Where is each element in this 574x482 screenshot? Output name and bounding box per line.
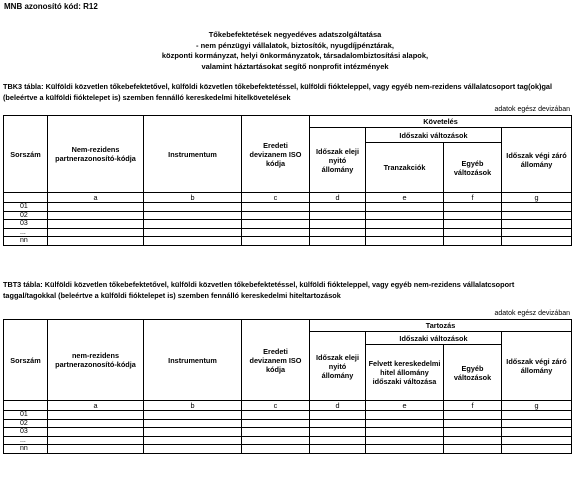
tbk3-letter-b: b xyxy=(144,193,242,203)
tbk3-letter-blank xyxy=(4,193,48,203)
data-cell[interactable] xyxy=(242,445,310,454)
data-cell[interactable] xyxy=(502,419,572,428)
table-row xyxy=(4,228,572,237)
tbk3-col-instrumentum: Instrumentum xyxy=(144,116,242,193)
table-row xyxy=(4,211,572,220)
data-cell[interactable] xyxy=(48,445,144,454)
tbt3-col-egyeb: Egyéb változások xyxy=(444,345,502,401)
tbk3-letter-a: a xyxy=(48,193,144,203)
row-number: 02 xyxy=(4,211,48,220)
data-cell[interactable] xyxy=(366,220,444,229)
data-cell[interactable] xyxy=(310,445,366,454)
data-cell[interactable] xyxy=(242,220,310,229)
data-cell[interactable] xyxy=(444,237,502,246)
data-cell[interactable] xyxy=(310,419,366,428)
data-cell[interactable] xyxy=(144,411,242,420)
tbt3-col-sorszam: Sorszám xyxy=(4,320,48,401)
title-line-1: Tőkebefektetések negyedéves adatszolgáltatása xyxy=(208,30,382,39)
tbt3-letter-c: c xyxy=(242,401,310,411)
table-row xyxy=(4,445,572,454)
tbt3-col-zaro: Időszak végi záró állomány xyxy=(502,332,572,401)
data-cell[interactable] xyxy=(366,428,444,437)
data-cell[interactable] xyxy=(144,237,242,246)
tbk3-table xyxy=(3,115,572,246)
tbk3-letter-f: f xyxy=(444,193,502,203)
tbt3-table xyxy=(3,319,572,454)
tbt3-title: TBT3 tábla: Külföldi közvetlen tőkebefektetővel, külföldi közvetlen tőkebefektetéssel, külföldi fiókteleppel, vagy egyéb nem-rezidens vállalatcsoport taggal/tagokkal (beleértve a külföldi fióktelepet is) szemben fennálló kereskedelmi hiteltartozások xyxy=(3,280,515,300)
table-row xyxy=(4,428,572,437)
tbk3-col-nyito: Időszak eleji nyitó állomány xyxy=(310,128,366,193)
tbk3-unit: adatok egész devizában xyxy=(494,106,570,113)
data-cell[interactable] xyxy=(366,237,444,246)
data-cell[interactable] xyxy=(144,436,242,445)
table-row xyxy=(4,203,572,212)
tbt3-col-nyito: Időszak eleji nyitó állomány xyxy=(310,332,366,401)
tbk3-letter-c: c xyxy=(242,193,310,203)
tbk3-letter-g: g xyxy=(502,193,572,203)
tbk3-col-sorszam: Sorszám xyxy=(4,116,48,193)
tbt3-col-felvett: Felvett kereskedelmi hitel állomány időszaki változása xyxy=(366,345,444,401)
report-title xyxy=(100,30,490,72)
data-cell[interactable] xyxy=(444,211,502,220)
table-row xyxy=(4,411,572,420)
title-line-4: valamint háztartásokat segítő nonprofit intézmények xyxy=(201,61,389,71)
tbk3-sub-header: Időszaki változások xyxy=(366,128,502,143)
tbt3-unit: adatok egész devizában xyxy=(494,310,570,317)
data-cell[interactable] xyxy=(48,220,144,229)
tbk3-letter-e: e xyxy=(366,193,444,203)
data-cell[interactable] xyxy=(144,203,242,212)
row-number: ... xyxy=(4,436,48,445)
title-line-3: központi kormányzat, helyi önkormányzatok, társadalombiztosítási alapok, xyxy=(161,51,429,60)
data-cell[interactable] xyxy=(242,237,310,246)
tbt3-col-deviza: Eredeti devizanem ISO kódja xyxy=(242,320,310,401)
row-number: nn xyxy=(4,445,48,454)
data-cell[interactable] xyxy=(366,228,444,237)
data-cell[interactable] xyxy=(144,445,242,454)
data-cell[interactable] xyxy=(310,428,366,437)
data-cell[interactable] xyxy=(444,428,502,437)
data-cell[interactable] xyxy=(310,436,366,445)
tbk3-col-zaro: Időszak végi záró állomány xyxy=(502,128,572,193)
title-line-2: - nem pénzügyi vállalatok, biztosítók, nyugdíjpénztárak, xyxy=(196,40,394,50)
data-cell[interactable] xyxy=(502,228,572,237)
data-cell[interactable] xyxy=(48,428,144,437)
table-row xyxy=(4,436,572,445)
data-cell[interactable] xyxy=(310,228,366,237)
data-cell[interactable] xyxy=(310,237,366,246)
tbt3-letter-g: g xyxy=(502,401,572,411)
data-cell[interactable] xyxy=(444,436,502,445)
row-number: 03 xyxy=(4,220,48,229)
data-cell[interactable] xyxy=(144,428,242,437)
data-cell[interactable] xyxy=(144,220,242,229)
table-row xyxy=(4,220,572,229)
data-cell[interactable] xyxy=(502,436,572,445)
tbk3-col-deviza: Eredeti devizanem ISO kódja xyxy=(242,116,310,193)
data-cell[interactable] xyxy=(48,419,144,428)
data-cell[interactable] xyxy=(48,237,144,246)
tbt3-letter-e: e xyxy=(366,401,444,411)
data-cell[interactable] xyxy=(310,211,366,220)
tbt3-letter-b: b xyxy=(144,401,242,411)
data-cell[interactable] xyxy=(502,445,572,454)
data-cell[interactable] xyxy=(310,220,366,229)
data-cell[interactable] xyxy=(144,211,242,220)
tbk3-group-header: Követelés xyxy=(310,116,572,128)
row-number: ... xyxy=(4,228,48,237)
tbk3-col-egyeb: Egyéb változások xyxy=(444,143,502,193)
data-cell[interactable] xyxy=(144,419,242,428)
data-cell[interactable] xyxy=(444,419,502,428)
data-cell[interactable] xyxy=(242,228,310,237)
tbk3-letter-d: d xyxy=(310,193,366,203)
data-cell[interactable] xyxy=(242,211,310,220)
tbt3-letter-blank xyxy=(4,401,48,411)
tbt3-group-header: Tartozás xyxy=(310,320,572,332)
mnb-code: MNB azonosító kód: R12 xyxy=(4,2,98,11)
data-cell[interactable] xyxy=(242,428,310,437)
data-cell[interactable] xyxy=(366,211,444,220)
data-cell[interactable] xyxy=(48,228,144,237)
data-cell[interactable] xyxy=(242,436,310,445)
tbt3-sub-header: Időszaki változások xyxy=(366,332,502,345)
data-cell[interactable] xyxy=(48,211,144,220)
data-cell[interactable] xyxy=(366,419,444,428)
data-cell[interactable] xyxy=(48,203,144,212)
data-cell[interactable] xyxy=(48,411,144,420)
tbt3-col-partner: nem-rezidens partnerazonosító-kódja xyxy=(48,320,144,401)
row-number: 01 xyxy=(4,203,48,212)
data-cell[interactable] xyxy=(366,445,444,454)
tbt3-letter-a: a xyxy=(48,401,144,411)
data-cell[interactable] xyxy=(444,203,502,212)
data-cell[interactable] xyxy=(444,411,502,420)
tbk3-title: TBK3 tábla: Külföldi közvetlen tőkebefektetővel, külföldi közvetlen tőkebefektetéssel, külföldi fiókteleppel, vagy egyéb nem-rezidens vállalatcsoport tag(ok)gal (beleértve a külföldi fióktelepet is) szemben fennálló kereskedelmi hitelkövetelések xyxy=(3,82,553,102)
data-cell[interactable] xyxy=(366,411,444,420)
tbk3-col-tranzakciok: Tranzakciók xyxy=(366,143,444,193)
data-cell[interactable] xyxy=(444,228,502,237)
data-cell[interactable] xyxy=(242,203,310,212)
tbt3-col-instrumentum: Instrumentum xyxy=(144,320,242,401)
row-number: 01 xyxy=(4,411,48,420)
table-row xyxy=(4,419,572,428)
data-cell[interactable] xyxy=(444,445,502,454)
data-cell[interactable] xyxy=(502,237,572,246)
tbt3-letter-f: f xyxy=(444,401,502,411)
data-cell[interactable] xyxy=(242,411,310,420)
data-cell[interactable] xyxy=(444,220,502,229)
tbt3-letter-d: d xyxy=(310,401,366,411)
data-cell[interactable] xyxy=(310,203,366,212)
data-cell[interactable] xyxy=(366,436,444,445)
data-cell[interactable] xyxy=(144,228,242,237)
data-cell[interactable] xyxy=(502,428,572,437)
row-number: 03 xyxy=(4,428,48,437)
data-cell[interactable] xyxy=(502,211,572,220)
row-number: nn xyxy=(4,237,48,246)
data-cell[interactable] xyxy=(242,419,310,428)
table-row xyxy=(4,237,572,246)
data-cell[interactable] xyxy=(366,203,444,212)
data-cell[interactable] xyxy=(502,411,572,420)
data-cell[interactable] xyxy=(502,220,572,229)
tbk3-col-partner: Nem-rezidens partnerazonosító-kódja xyxy=(48,116,144,193)
data-cell[interactable] xyxy=(48,436,144,445)
row-number: 02 xyxy=(4,419,48,428)
data-cell[interactable] xyxy=(310,411,366,420)
data-cell[interactable] xyxy=(502,203,572,212)
